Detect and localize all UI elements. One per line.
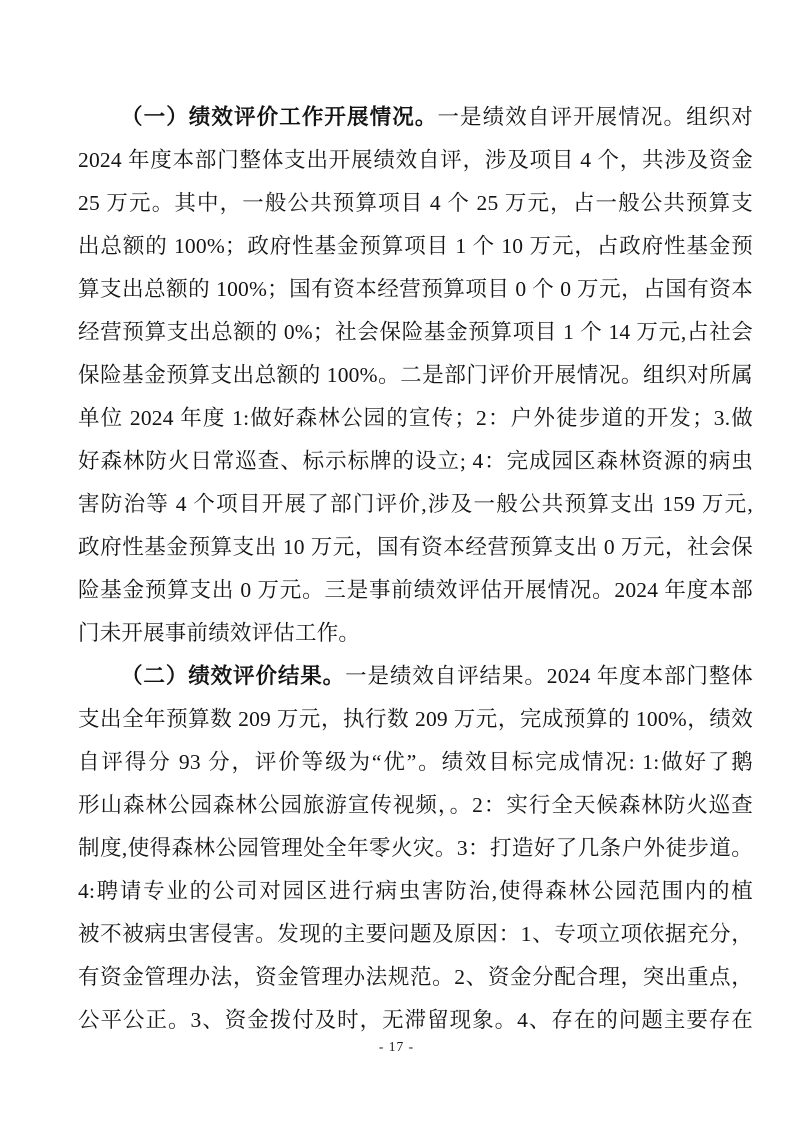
- line-text: 险基金预算支出 0 万元。三是事前绩效评估开展情况。2024 年度本部: [78, 578, 753, 602]
- text-line: [78, 655, 753, 698]
- line-text: 公平公正。3、资金拨付及时，无滞留现象。4、存在的问题主要存在: [78, 1008, 753, 1032]
- text-line: [78, 311, 753, 354]
- text-line: [78, 139, 753, 182]
- line-text: 支出全年预算数 209 万元，执行数 209 万元，完成预算的 100%，绩效: [78, 707, 753, 731]
- text-line: [78, 354, 753, 397]
- line-text: 害防治等 4 个项目开展了部门评价,涉及一般公共预算支出 159 万元,: [78, 492, 753, 516]
- text-line: [78, 741, 753, 784]
- line-text: 一是绩效自评结果。2024 年度本部门整体: [345, 664, 753, 688]
- line-text: 算支出总额的 100%；国有资本经营预算项目 0 个 0 万元，占国有资本: [78, 277, 753, 301]
- text-line: [78, 268, 753, 311]
- text-line: [78, 483, 753, 526]
- line-text: 政府性基金预算支出 10 万元，国有资本经营预算支出 0 万元，社会保: [78, 535, 753, 559]
- page-footer: [0, 1038, 793, 1056]
- line-text: 25 万元。其中，一般公共预算项目 4 个 25 万元，占一般公共预算支: [78, 191, 753, 215]
- paragraph: [78, 655, 753, 1042]
- line-text: 有资金管理办法，资金管理办法规范。2、资金分配合理，突出重点，: [78, 965, 753, 989]
- text-line: [78, 698, 753, 741]
- document-body: [78, 96, 753, 1042]
- section-heading: （一）绩效评价工作开展情况。: [121, 105, 438, 129]
- line-text: 经营预算支出总额的 0%；社会保险基金预算项目 1 个 14 万元,占社会: [78, 320, 753, 344]
- text-line: [78, 569, 753, 612]
- text-line: [78, 612, 753, 655]
- text-line: [78, 784, 753, 827]
- line-text: 好森林防火日常巡查、标示标牌的设立; 4：完成园区森林资源的病虫: [78, 449, 753, 473]
- text-line: [78, 956, 753, 999]
- text-line: [78, 182, 753, 225]
- text-line: [78, 225, 753, 268]
- text-line: [78, 526, 753, 569]
- paragraph: [78, 96, 753, 655]
- text-line: [78, 440, 753, 483]
- text-line: [78, 870, 753, 913]
- line-text: 门未开展事前绩效评估工作。: [78, 621, 361, 645]
- line-text: 自评得分 93 分，评价等级为“优”。绩效目标完成情况: 1:做好了鹅: [78, 750, 753, 774]
- line-text: 4:聘请专业的公司对园区进行病虫害防治,使得森林公园范围内的植: [78, 879, 753, 903]
- line-text: 制度,使得森林公园管理处全年零火灾。3：打造好了几条户外徒步道。: [78, 836, 753, 860]
- line-text: 一是绩效自评开展情况。组织对: [437, 105, 753, 129]
- line-text: 单位 2024 年度 1:做好森林公园的宣传；2：户外徒步道的开发；3.做: [78, 406, 753, 430]
- line-text: 2024 年度本部门整体支出开展绩效自评，涉及项目 4 个，共涉及资金: [78, 148, 753, 172]
- line-text: 出总额的 100%；政府性基金预算项目 1 个 10 万元，占政府性基金预: [78, 234, 753, 258]
- section-heading: （二）绩效评价结果。: [121, 664, 346, 688]
- text-line: [78, 999, 753, 1042]
- text-line: [78, 96, 753, 139]
- line-text: 保险基金预算支出总额的 100%。二是部门评价开展情况。组织对所属: [78, 363, 753, 387]
- line-text: 形山森林公园森林公园旅游宣传视频，。2：实行全天候森林防火巡查: [78, 793, 753, 817]
- text-line: [78, 827, 753, 870]
- text-line: [78, 913, 753, 956]
- page-number: - 17 -: [378, 1039, 415, 1054]
- line-text: 被不被病虫害侵害。发现的主要问题及原因：1、专项立项依据充分，: [78, 922, 753, 946]
- text-line: [78, 397, 753, 440]
